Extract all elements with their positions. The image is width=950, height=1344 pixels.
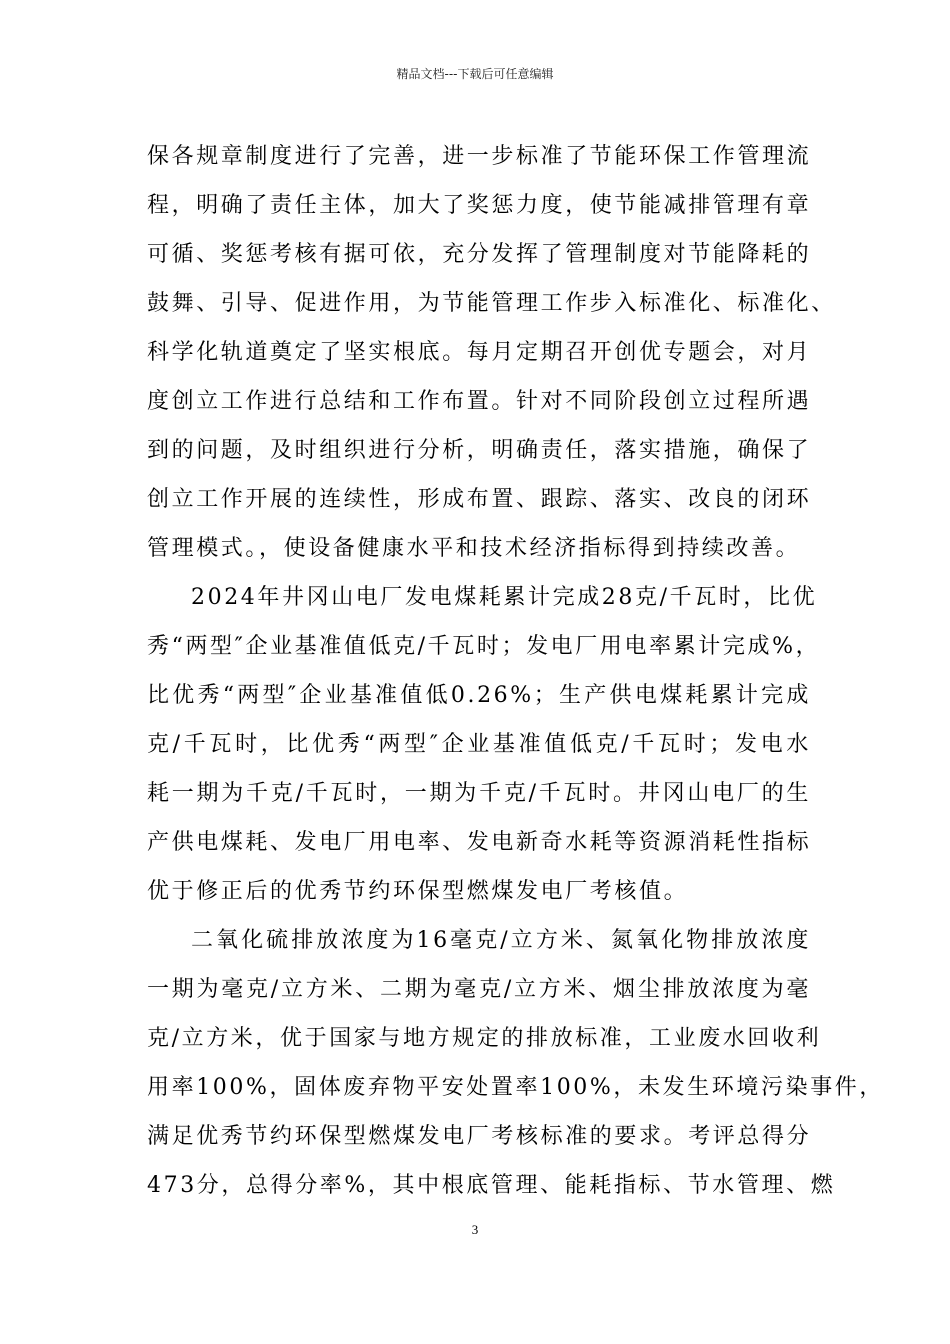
text-line: 2024年井冈山电厂发电煤耗累计完成28克/千瓦时，比优 — [191, 585, 818, 610]
text-line: 克/立方米，优于国家与地方规定的排放标准，工业废水回收利 — [147, 1026, 822, 1051]
text-line: 耗一期为千克/千瓦时，一期为千克/千瓦时。井冈山电厂的生 — [147, 781, 811, 806]
text-line: 优于修正后的优秀节约环保型燃煤发电厂考核值。 — [147, 879, 689, 904]
text-line: 满足优秀节约环保型燃煤发电厂考核标准的要求。考评总得分 — [147, 1124, 812, 1149]
text-line: 用率100%，固体废弃物平安处置率100%，未发生环境污染事件， — [147, 1075, 884, 1100]
text-line: 可循、奖惩考核有据可依，充分发挥了管理制度对节能降耗的 — [147, 242, 812, 267]
text-line: 秀“两型″企业基准值低克/千瓦时；发电厂用电率累计完成%， — [147, 634, 821, 659]
page-header: 精品文档---下载后可任意编辑 — [396, 67, 554, 81]
text-line: 管理模式。，使设备健康水平和技术经济指标得到持续改善。 — [147, 536, 801, 561]
text-line: 到的问题，及时组织进行分析，明确责任，落实措施，确保了 — [147, 438, 812, 463]
text-line: 比优秀“两型″企业基准值低0.26%；生产供电煤耗累计完成 — [147, 683, 811, 708]
text-line: 程，明确了责任主体，加大了奖惩力度，使节能减排管理有章 — [147, 193, 812, 218]
page-number: 3 — [471, 1222, 479, 1237]
text-line: 创立工作开展的连续性，形成布置、跟踪、落实、改良的闭环 — [147, 487, 812, 512]
text-line: 产供电煤耗、发电厂用电率、发电新奇水耗等资源消耗性指标 — [147, 830, 812, 855]
text-line: 473分，总得分率%，其中根底管理、能耗指标、节水管理、燃 — [147, 1173, 836, 1198]
text-line: 鼓舞、引导、促进作用，为节能管理工作步入标准化、标准化、 — [147, 291, 836, 316]
text-line: 一期为毫克/立方米、二期为毫克/立方米、烟尘排放浓度为毫 — [147, 977, 811, 1002]
text-line: 科学化轨道奠定了坚实根底。每月定期召开创优专题会，对月 — [147, 340, 812, 365]
text-line: 保各规章制度进行了完善，进一步标准了节能环保工作管理流 — [147, 144, 812, 169]
text-line: 克/千瓦时，比优秀“两型″企业基准值低克/千瓦时；发电水 — [147, 732, 811, 757]
text-line: 二氧化硫排放浓度为16毫克/立方米、氮氧化物排放浓度 — [191, 928, 811, 953]
text-line: 度创立工作进行总结和工作布置。针对不同阶段创立过程所遇 — [147, 389, 812, 414]
document-body — [147, 132, 884, 1210]
